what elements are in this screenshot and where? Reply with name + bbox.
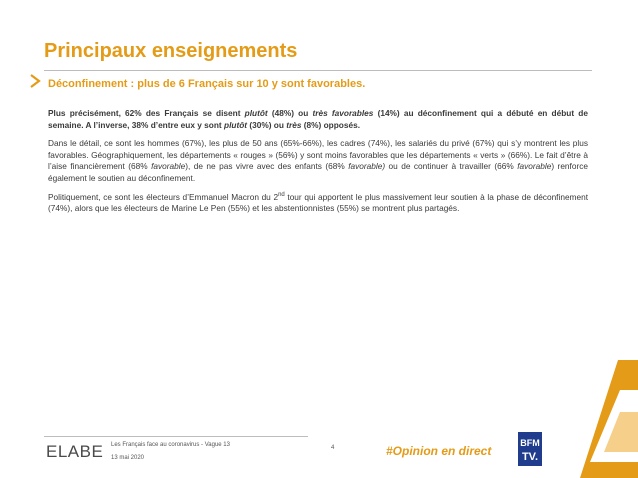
chevron-right-icon bbox=[28, 73, 42, 89]
bfmtv-logo bbox=[518, 432, 542, 466]
decorative-triangle-graphic bbox=[560, 356, 638, 478]
elabe-logo-text: ELABE bbox=[46, 442, 104, 460]
page-number: 4 bbox=[331, 445, 335, 451]
study-title: Les Français face au coronavirus - Vague 13 bbox=[111, 442, 230, 448]
section-subtitle: Déconfinement : plus de 6 Français sur 10 y sont favorables. bbox=[48, 78, 366, 90]
paragraph-politics: Politiquement, ce sont les électeurs d’Emmanuel Macron du 2nd tour qui apportent le plus massivement leur soutien à la phase de déconfinement (74%), alors que les électeurs de Marine Le Pen (55%) et les abstentionnistes (55%) se montrent plus partagés. bbox=[48, 191, 589, 214]
elabe-logo bbox=[46, 442, 104, 460]
study-date: 13 mai 2020 bbox=[111, 455, 145, 461]
paragraph-detail: Dans le détail, ce sont les hommes (67%), les plus de 50 ans (65%-66%), les cadres (74%), les salariés du privé (67%) qui s’y montrent les plus favorables. Géographiquement, les départements « rouges » (56%) y sont moins favorables que les départements « verts » (66%). Le fait d’être à l’aise financièrement (68% favorable), de ne pas vivre avec des enfants (68% favorable) ou de continuer à travailler (66% favorable) renforce également le soutien au déconfinement. bbox=[48, 138, 588, 183]
page-title: Principaux enseignements bbox=[44, 40, 298, 62]
paragraph-lead: Plus précisément, 62% des Français se disent plutôt (48%) ou très favorables (14%) au déconfinement qui a débuté en début de semaine. A l’inverse, 38% d’entre eux y sont plutôt (30%) ou très (8%) opposés. bbox=[48, 108, 588, 130]
main-text bbox=[48, 108, 588, 222]
footer-divider bbox=[44, 436, 308, 437]
bfmtv-logo-line2: TV. bbox=[521, 451, 539, 463]
bfmtv-logo-line1: BFM bbox=[520, 438, 540, 448]
top-divider bbox=[44, 70, 592, 71]
hashtag-opinion: #Opinion en direct bbox=[386, 444, 492, 458]
